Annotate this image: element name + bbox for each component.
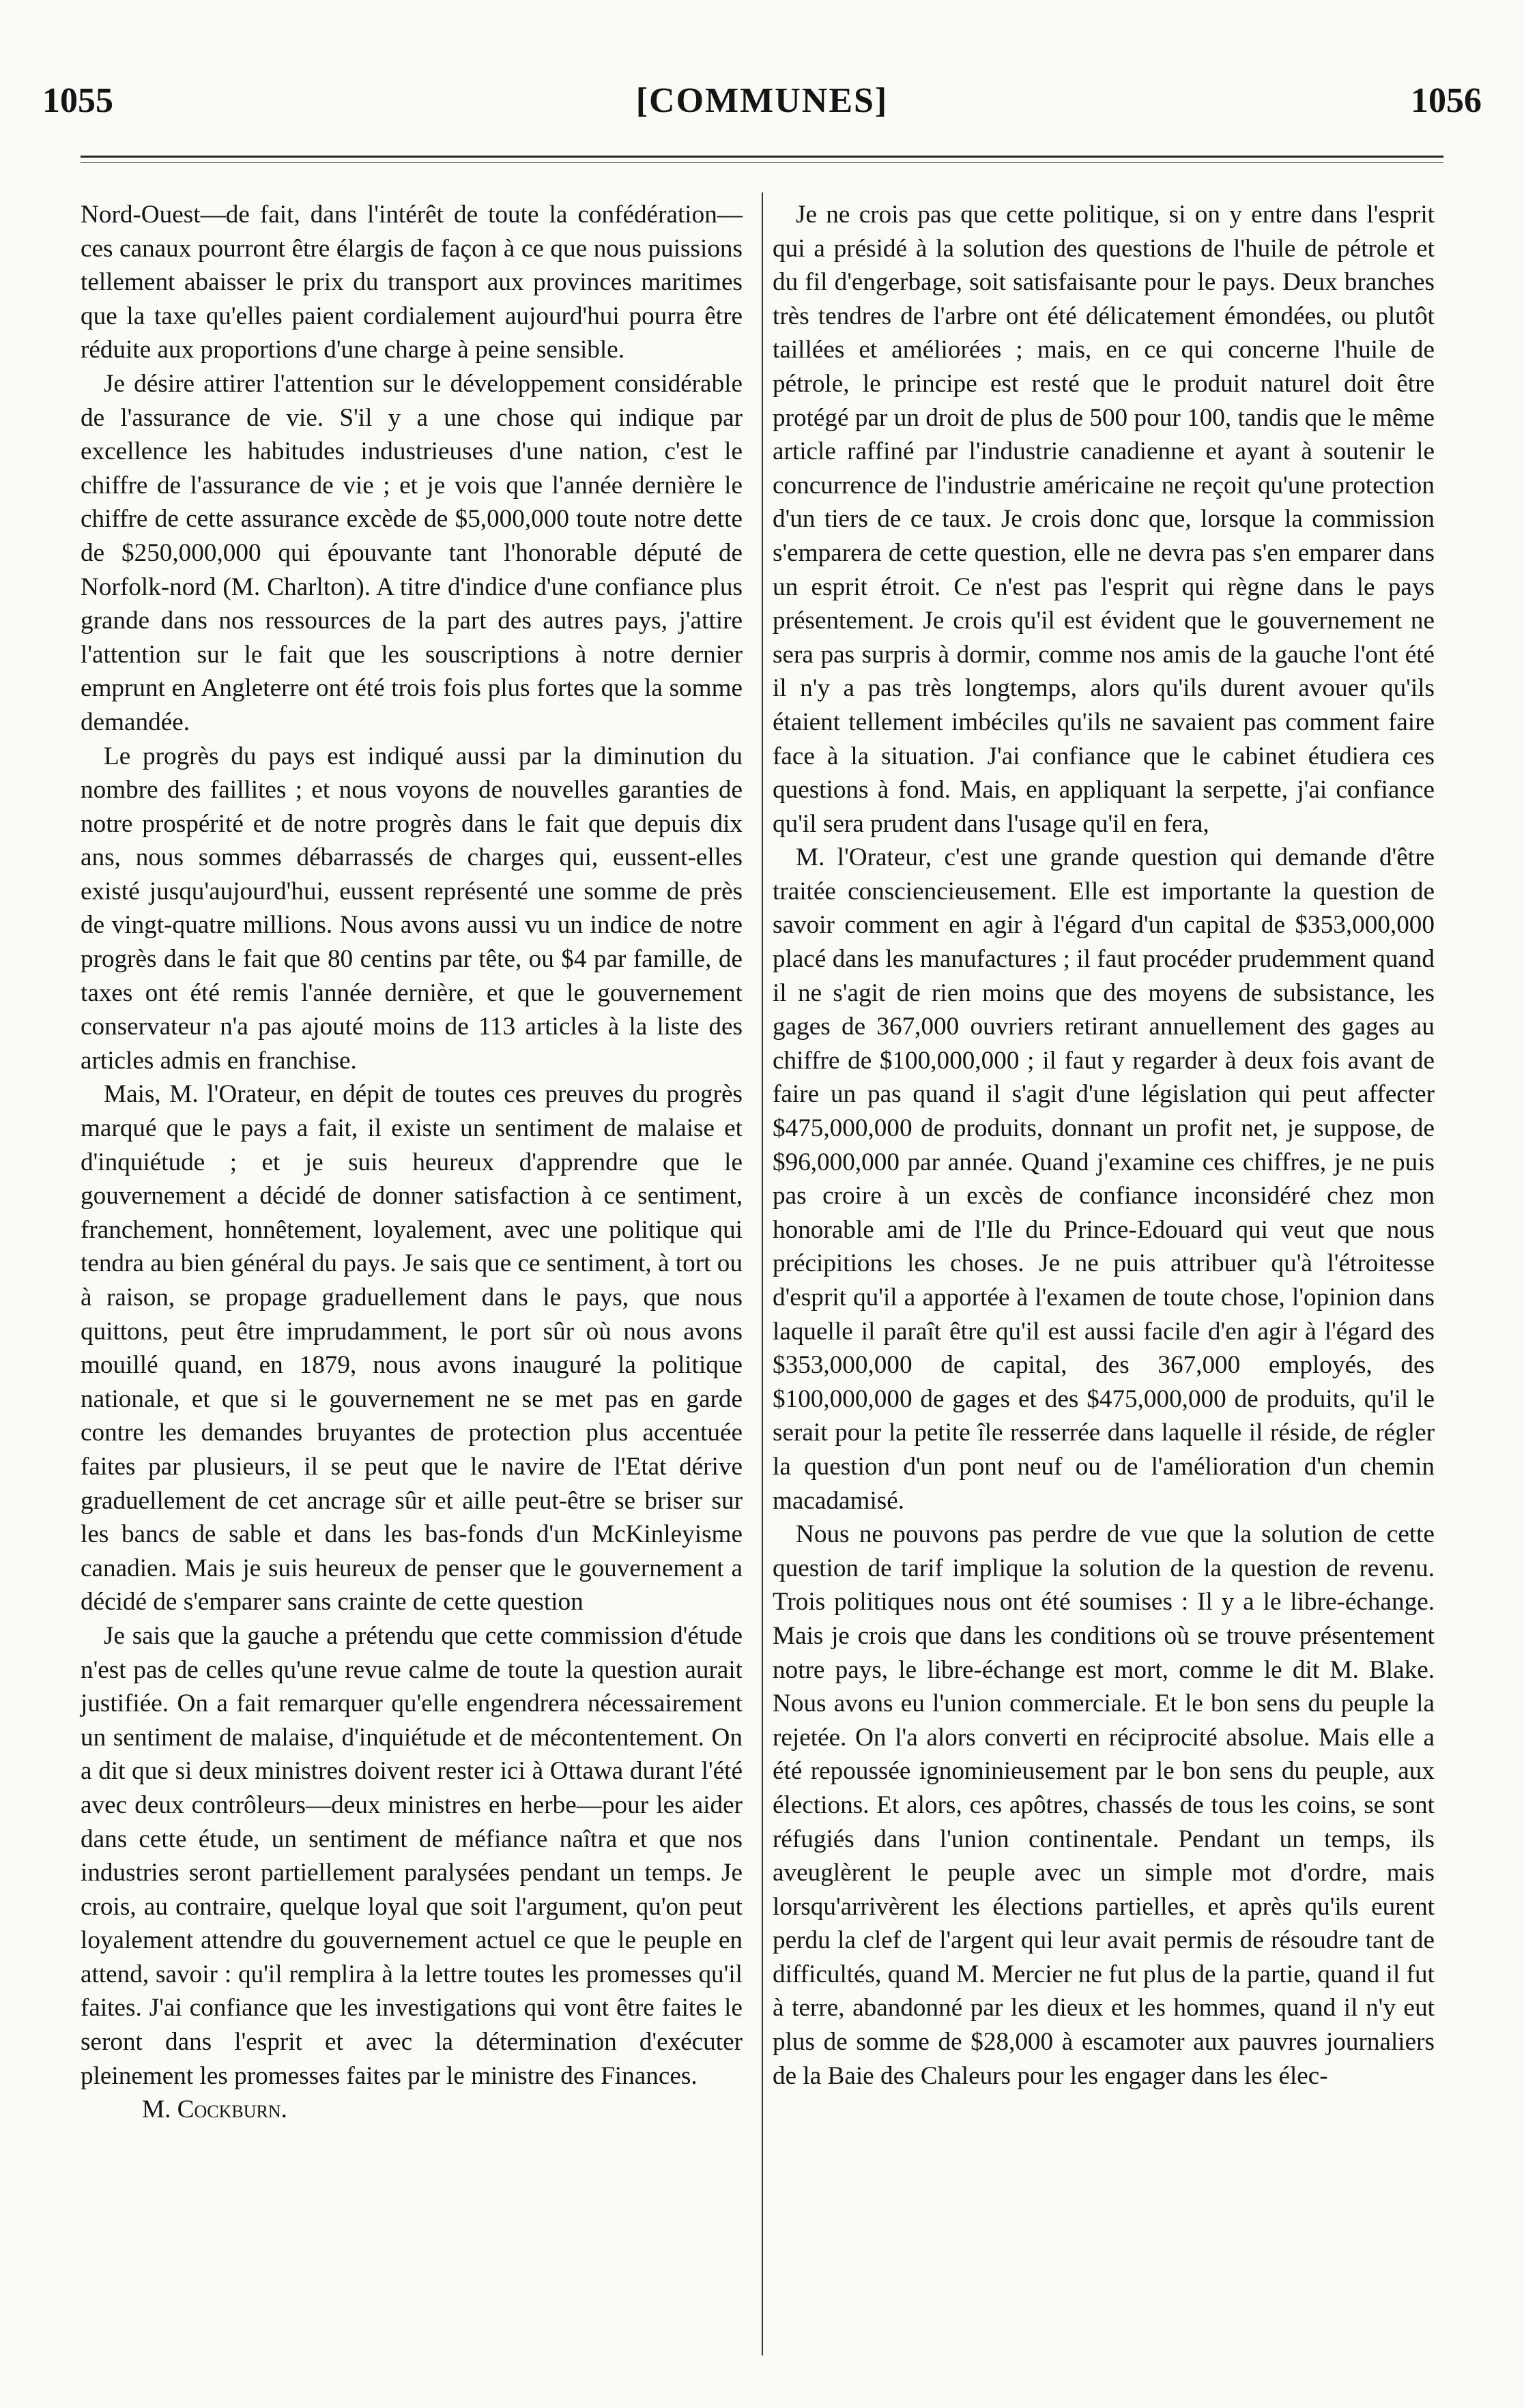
paragraph: Le progrès du pays est indiqué aussi par la diminution du nombre des faillites ; et nous voyons de nouvelles garanties de notre prospérité et de notre progrès dans le fait que depuis dix ans, nous sommes débarrassés de charges qui, eussent-elles existé jusqu'aujourd'hui, eussent représenté une somme de près de vingt-quatre millions. Nous avons aussi vu un indice de notre progrès dans le fait que 80 centins par tête, ou $4 par famille, de taxes ont été remis l'année dernière, et que le gouvernement conservateur n'a pas ajouté moins de 113 articles à la liste des articles admis en franchise.: [81, 742, 743, 1075]
paragraph: Je sais que la gauche a prétendu que cette commission d'étude n'est pas de celles qu'une revue calme de toute la question aurait justifiée. On a fait remarquer qu'elle engendrera nécessairement un sentiment de malaise, d'inquiétude et de mécontentement. On a dit que si deux ministres doivent rester ici à Ottawa durant l'été avec deux contrôleurs—deux ministres en herbe—pour les aider dans cette étude, un sentiment de méfiance naîtra et que nos industries seront partiellement paralysées pendant un temps. Je crois, au contraire, quelque loyal que soit l'argument, qu'on peut loyalement attendre du gouvernement actuel ce que le peuple en attend, savoir : qu'il remplira à la lettre toutes les promesses qu'il faites. J'ai confiance que les investigations qui vont être faites le seront dans l'esprit et avec la détermination d'exécuter pleinement les promesses faites par le ministre des Finances.: [81, 1621, 743, 2090]
page-header: [42, 81, 1482, 128]
paragraph: Mais, M. l'Orateur, en dépit de toutes ces preuves du progrès marqué que le pays a fait, il existe un sentiment de malaise et d'inquiétude ; et je suis heureux d'apprendre que le gouvernement a décidé de donner satisfaction à ce sentiment, franchement, honnêtement, loyalement, avec une politique qui tendra au bien général du pays. Je sais que ce sentiment, à tort ou à raison, se propage graduellement dans le pays, que nous quittons, peut être imprudamment, le port sûr où nous avons mouillé quand, en 1879, nous avons inauguré la politique nationale, et que si le gouvernement ne se met pas en garde contre les demandes bruyantes de protection plus accentuée faites par plusieurs, il se peut que le navire de l'Etat dérive graduellement de cet ancrage sûr et aille peut-être se briser sur les bancs de sable et dans les bas-fonds d'un McKinleyisme canadien. Mais je suis heureux de penser que le gouvernement a décidé de s'emparer sans crainte de cette question: [81, 1080, 743, 1616]
page-number-right: 1056: [1411, 81, 1482, 120]
header-rule: [81, 156, 1443, 158]
paragraph: Nord-Ouest—de fait, dans l'intérêt de toute la confédération—ces canaux pourront être élargis de façon à ce que nous puissions tellement abaisser le prix du transport aux provinces maritimes que la taxe qu'elles paient cordialement aujourd'hui pourra être réduite aux proportions d'une charge à peine sensible.: [81, 201, 743, 364]
page-number-left: 1055: [42, 81, 113, 120]
speaker-signature: M. Cockburn.: [142, 2095, 287, 2124]
paragraph: Nous ne pouvons pas perdre de vue que la solution de cette question de tarif implique la solution de la question de revenu. Trois politiques nous ont été soumises : Il y a le libre-échange. Mais je crois que dans les conditions où se trouve présentement notre pays, le libre-échange est mort, comme le dit M. Blake. Nous avons eu l'union commerciale. Et le bon sens du peuple la rejetée. On l'a alors converti en réciprocité absolue. Mais elle a été repoussée ignominieusement par le bon sens du peuple, aux élections. Et alors, ces apôtres, chassés de tous les coins, se sont réfugiés dans l'union continentale. Pendant un temps, ils aveuglèrent le peuple avec un simple mot d'ordre, mais lorsqu'arrivèrent les élections partielles, et après qu'ils eurent perdu la clef de l'argent qui leur avait permis de résoudre tant de difficultés, quand M. Mercier ne fut plus de la partie, quand il fut à terre, abandonné par les dieux et les hommes, quand il n'y eut plus de somme de $28,000 à escamoter aux pauvres journaliers de la Baie des Chaleurs pour les engager dans les élec-: [773, 1520, 1435, 2090]
left-column: [81, 198, 743, 2127]
paragraph: Je ne crois pas que cette politique, si on y entre dans l'esprit qui a présidé à la solution des questions de l'huile de pétrole et du fil d'engerbage, soit satisfaisante pour le pays. Deux branches très tendres de l'arbre ont été délicatement émondées, ou plutôt taillées et améliorées ; mais, en ce qui concerne l'huile de pétrole, le principe est resté que le produit naturel doit être protégé par un droit de plus de 500 pour 100, tandis que le même article raffiné par l'industrie canadienne et ayant à soutenir le concurrence de l'industrie américaine ne reçoit qu'une protection d'un tiers de ce taux. Je crois donc que, lorsque la commission s'emparera de cette question, elle ne devra pas s'en emparer dans un esprit étroit. Ce n'est pas l'esprit qui règne dans le pays présentement. Je crois qu'il est évident que le gouvernement ne sera pas surpris à dormir, comme nos amis de la gauche l'ont été il n'y a pas très longtemps, alors qu'ils durent avouer qu'ils étaient tellement imbéciles qu'ils ne savaient pas comment faire face à la situation. J'ai confiance que le cabinet étudiera ces questions à fond. Mais, en appliquant la serpette, j'ai confiance qu'il sera prudent dans l'usage qu'il en fera,: [773, 201, 1435, 838]
running-title: [COMMUNES]: [635, 81, 889, 120]
paragraph: M. l'Orateur, c'est une grande question qui demande d'être traitée consciencieusement. Elle est importante la question de savoir comment en agir à l'égard d'un capital de $353,000,000 placé dans les manufactures ; il faut procéder prudemment quand il ne s'agit de rien moins que des moyens de subsistance, les gages de 367,000 ouvriers retirant annuellement des gages au chiffre de $100,000,000 ; il faut y regarder à deux fois avant de faire un pas quand il s'agit d'une législation qui peut affecter $475,000,000 de produits, donnant un profit net, je suppose, de $96,000,000 par année. Quand j'examine ces chiffres, je ne puis pas croire à un excès de confiance inconsidéré chez mon honorable ami de l'Ile du Prince-Edouard qui veut que nous précipitions les choses. Je ne puis attribuer qu'à l'étroitesse d'esprit qu'il a apportée à l'examen de toute chose, l'opinion dans laquelle il paraît être qu'il est aussi facile d'en agir à l'égard des $353,000,000 de capital, des 367,000 employés, des $100,000,000 de gages et des $475,000,000 de produits, qu'il le serait pour la petite île resserrée dans laquelle il réside, de régler la question d'un pont neuf ou de l'amélioration d'un chemin macadamisé.: [773, 843, 1435, 1515]
paragraph: Je désire attirer l'attention sur le développement considérable de l'assurance de vie. S'il y a une chose qui indique par excellence les habitudes industrieuses d'une nation, c'est le chiffre de l'assurance de vie ; et je vois que l'année dernière le chiffre de cette assurance excède de $5,000,000 toute notre dette de $250,000,000 qui épouvante tant l'honorable député de Norfolk-nord (M. Charlton). A titre d'indice d'une confiance plus grande dans nos ressources de la part des autres pays, j'attire l'attention sur le fait que les souscriptions à notre dernier emprunt en Angleterre ont été trois fois plus fortes que la somme demandée.: [81, 369, 743, 736]
header-rule-thin: [81, 162, 1443, 163]
right-column: [773, 198, 1435, 2093]
column-divider: [762, 192, 763, 2355]
